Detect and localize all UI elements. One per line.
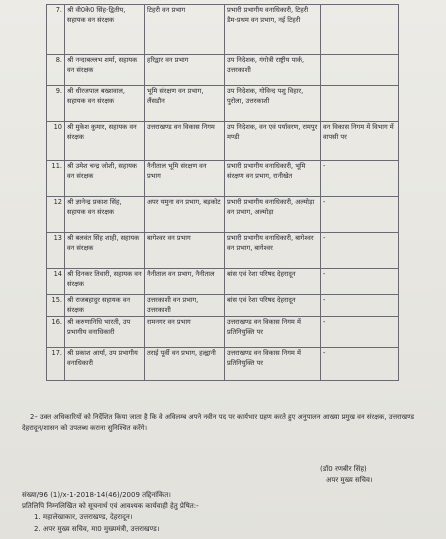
remark-cell: - — [321, 295, 399, 317]
officer-name-cell: श्री बलवंत सिंह शाही, सहायक वन संरक्षक — [65, 233, 145, 269]
table-row — [47, 317, 399, 348]
serial-number-cell: 9. — [47, 86, 65, 122]
serial-number-cell: 17. — [47, 348, 65, 381]
serial-number-cell: 12 — [47, 197, 65, 233]
table-row — [47, 161, 399, 197]
current-posting-cell: नैनीताल भूमि संरक्षण वन प्रभाग — [145, 161, 225, 197]
table-row — [47, 269, 399, 295]
remark-cell — [321, 55, 399, 86]
remark-cell: - — [321, 197, 399, 233]
new-posting-cell: प्रभारी प्रभागीय वनाधिकारी, टिहरी डैम-प्रथम वन प्रभाग, नई टिहरी — [225, 5, 321, 55]
officer-name-cell: श्री उमेश चन्द्र जोशी, सहायक वन संरक्षक — [65, 161, 145, 197]
current-posting-cell: तराई पूर्वी वन प्रभाग, हल्द्वानी — [145, 348, 225, 381]
signatory-designation: अपर मुख्य सचिव। — [326, 476, 373, 484]
officer-name-cell: श्री ज्ञानेन्द्र प्रकाश सिंह, सहायक वन संरक्षक — [65, 197, 145, 233]
serial-number-cell: 7. — [47, 5, 65, 55]
current-posting-cell: उत्तराखण्ड वन विकास निगम — [145, 122, 225, 161]
current-posting-cell: उत्तरकाशी वन प्रभाग, उत्तरकाशी — [145, 295, 225, 317]
serial-number-cell: 11. — [47, 161, 65, 197]
recipient-item: 2. अपर मुख्य सचिव, मा0 मुख्यमंत्री, उत्तराखण्ड। — [34, 525, 160, 533]
officer-name-cell: श्री दिनकर तिवारी, सहायक वन संरक्षक — [65, 269, 145, 295]
table-row — [47, 295, 399, 317]
serial-number-cell: 8. — [47, 55, 65, 86]
new-posting-cell: प्रभारी प्रभागीय वनाधिकारी, भूमि संरक्षण वन प्रभाग, रानीखेत — [225, 161, 321, 197]
current-posting-cell: टिहरी वन प्रभाग — [145, 5, 225, 55]
new-posting-cell: बांस एवं रेशा परिषद देहरादून — [225, 269, 321, 295]
new-posting-cell: प्रभारी प्रभागीय वनाधिकारी, अल्मोड़ा वन प्रभाग, अल्मोड़ा — [225, 197, 321, 233]
serial-number-cell: 15. — [47, 295, 65, 317]
table-row — [47, 55, 399, 86]
table-row — [47, 197, 399, 233]
current-posting-cell: भूमि संरक्षण वन प्रभाग, लैंसडौन — [145, 86, 225, 122]
reference-number: संख्या/96 (1)/x-1-2018-14(46)/2009 तद्दिनांकित। — [22, 491, 171, 499]
current-posting-cell: हरिद्वार वन प्रभाग — [145, 55, 225, 86]
remark-cell: - — [321, 269, 399, 295]
remark-cell — [321, 86, 399, 122]
current-posting-cell: रामनगर वन प्रभाग — [145, 317, 225, 348]
new-posting-cell: प्रभारी प्रभागीय वनाधिकारी, बागेश्वर वन प्रभाग, बागेश्वर — [225, 233, 321, 269]
serial-number-cell: 16. — [47, 317, 65, 348]
remark-cell: - — [321, 317, 399, 348]
copy-to-heading: प्रतिलिपि निम्नलिखित को सूचनार्थ एवं आवश्यक कार्यवाही हेतु प्रेषित:- — [22, 502, 199, 510]
officer-name-cell: श्री वी0के0 सिंह-द्वितीय, सहायक वन संरक्षक — [65, 5, 145, 55]
table-row — [47, 86, 399, 122]
serial-number-cell: 14 — [47, 269, 65, 295]
remark-cell: - — [321, 348, 399, 381]
officer-name-cell: श्री करुणानिधि भारती, उप प्रभागीय वनाधिकारी — [65, 317, 145, 348]
signatory-name: (डॉ0 रणबीर सिंह) — [320, 465, 367, 473]
new-posting-cell: उप निदेशक, वन एवं पर्यावरण, रामपुर मण्डी — [225, 122, 321, 161]
table-row — [47, 233, 399, 269]
serial-number-cell: 10 — [47, 122, 65, 161]
new-posting-cell: उत्तराखण्ड वन विकास निगम में प्रतिनियुक्ति पर — [225, 348, 321, 381]
officer-name-cell: श्री राजबहादुर सहायक वन संरक्षक — [65, 295, 145, 317]
current-posting-cell: बागेश्वर वन प्रभाग — [145, 233, 225, 269]
officer-name-cell: श्री नन्दाबल्लभ शर्मा, सहायक वन संरक्षक — [65, 55, 145, 86]
recipient-item: 1. महालेखाकार, उत्तराखण्ड, देहरादून। — [34, 513, 133, 521]
officer-name-cell: श्री धीरजपाल बख्शवाल, सहायक वन संरक्षक — [65, 86, 145, 122]
table-row — [47, 5, 399, 55]
serial-number-cell: 13 — [47, 233, 65, 269]
remark-cell — [321, 5, 399, 55]
new-posting-cell: उप निदेशक, गोविन्द पशु विहार, पुरोला, उत्तरकाशी — [225, 86, 321, 122]
new-posting-cell: उप निदेशक, गंगोत्री राष्ट्रीय पार्क, उत्तरकाशी — [225, 55, 321, 86]
officer-name-cell: श्री प्रकाश आर्या, उप प्रभागीय वनाधिकारी — [65, 348, 145, 381]
remark-cell: वन विकास निगम में विभाग में वापसी पर — [321, 122, 399, 161]
transfer-table — [46, 4, 399, 381]
current-posting-cell: अपर यमुना वन प्रभाग, बड़कोट — [145, 197, 225, 233]
table-row — [47, 122, 399, 161]
new-posting-cell: बांस एवं रेशा परिषद देहरादून — [225, 295, 321, 317]
new-posting-cell: उत्तराखण्ड वन विकास निगम में प्रतिनियुक्ति पर — [225, 317, 321, 348]
remark-cell: - — [321, 233, 399, 269]
remark-cell: - — [321, 161, 399, 197]
table-row — [47, 348, 399, 381]
instruction-paragraph: 2– उक्त अधिकारियों को निर्देशित किया जाता है कि वे अविलम्ब अपने नवीन पद पर कार्यभार ग्रहण करते हुए अनुपालन आख्या प्रमुख वन संरक्षक, उत्तराखण्ड देहरादून/शासन को उपलब्ध कराना सुनिश्चित करेंगे। — [22, 413, 414, 432]
officer-name-cell: श्री मुकेश कुमार, सहायक वन संरक्षक — [65, 122, 145, 161]
current-posting-cell: नैनीताल वन प्रभाग, नैनीताल — [145, 269, 225, 295]
